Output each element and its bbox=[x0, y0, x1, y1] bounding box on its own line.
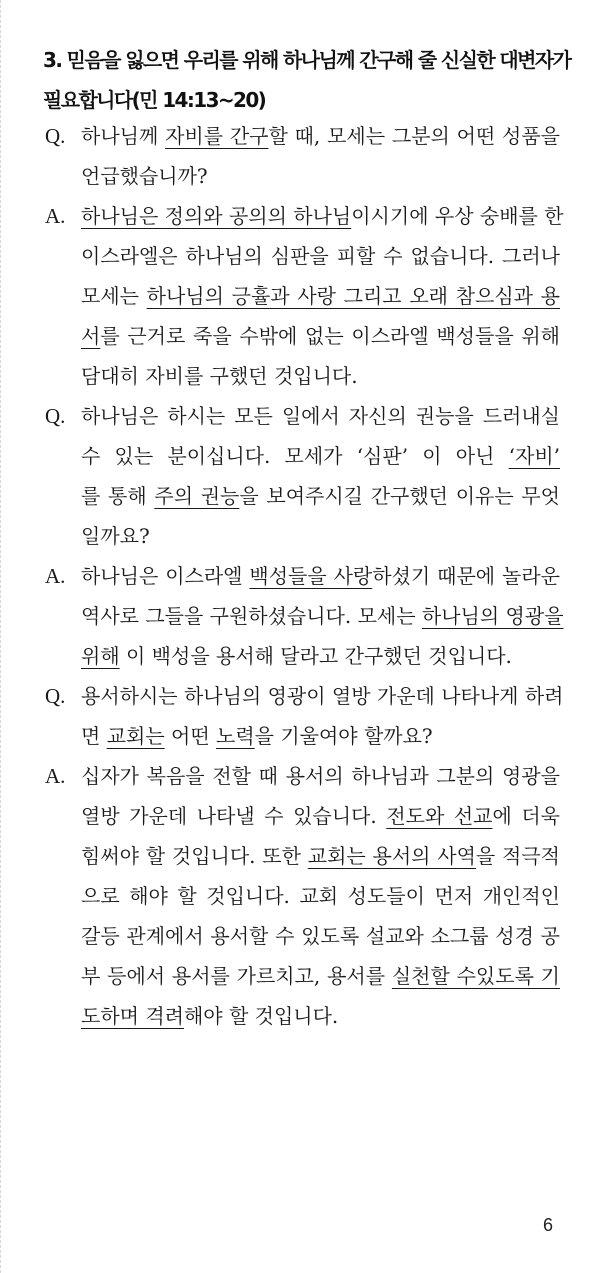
heading-line-2: 필요합니다(민 14:13~20) bbox=[43, 88, 266, 112]
text-line bbox=[81, 796, 560, 836]
text-line bbox=[81, 476, 560, 516]
text-segment: 열방 가운데 나타낼 수 있습니다. bbox=[81, 804, 387, 828]
text-segment: 할 때, 모세는 그분의 어떤 성품을 bbox=[268, 124, 560, 148]
qa-marker: A. bbox=[45, 564, 66, 588]
underlined-text: 하나님의 긍휼과 사랑 그리고 오래 참으심과 용 bbox=[146, 284, 560, 308]
underlined-text: 하나님의 영광을 bbox=[421, 604, 564, 628]
text-segment: 십자가 복음을 전할 때 용서의 하나님과 그분의 영광을 bbox=[81, 764, 560, 788]
underlined-text: ‘자비’ bbox=[508, 444, 560, 468]
text-segment: 하셨기 때문에 놀라운 bbox=[372, 564, 560, 588]
text-segment: 하나님은 이스라엘 bbox=[81, 564, 250, 588]
underlined-text: 교회는 용서의 사역 bbox=[307, 844, 476, 868]
page-number: 6 bbox=[542, 1215, 553, 1235]
text-segment: 부 등에서 용서를 가르치고, 용서를 bbox=[81, 964, 392, 988]
underlined-text: 서 bbox=[81, 324, 101, 348]
text-line bbox=[81, 876, 560, 916]
text-line bbox=[81, 916, 560, 956]
text-segment: 어떤 bbox=[164, 724, 217, 748]
qa-marker: A. bbox=[45, 204, 66, 228]
text-segment: 를 통해 bbox=[81, 484, 155, 508]
text-segment: 하나님은 하시는 모든 일에서 자신의 권능을 드러내실 bbox=[81, 404, 560, 428]
question-block bbox=[45, 116, 560, 196]
text-line bbox=[81, 156, 560, 196]
underlined-text: 실천할 수있도록 기 bbox=[391, 964, 561, 988]
underlined-text: 자비를 간구 bbox=[165, 124, 269, 148]
text-segment: 을 기울여야 할까요? bbox=[254, 724, 433, 748]
text-line bbox=[81, 596, 564, 636]
answer-block bbox=[45, 196, 564, 396]
text-segment: 을 보여주시길 간구했던 이유는 무엇 bbox=[239, 484, 560, 508]
answer-block bbox=[45, 556, 564, 676]
text-line bbox=[81, 996, 560, 1036]
question-block bbox=[45, 396, 560, 556]
text-segment: 힘써야 할 것입니다. 또한 bbox=[81, 844, 308, 868]
text-segment: 이시기에 우상 숭배를 한 bbox=[351, 204, 564, 228]
text-line bbox=[81, 556, 560, 596]
text-segment: 갈등 관계에서 용서할 수 있도록 설교와 소그룹 성경 공 bbox=[81, 924, 560, 948]
text-segment: 언급했습니까? bbox=[81, 164, 208, 188]
heading-line-1: 3. 믿음을 잃으면 우리를 위해 하나님께 간구해 줄 신실한 대변자가 bbox=[43, 48, 571, 72]
text-line bbox=[81, 236, 560, 276]
underlined-text: 도하며 격려 bbox=[81, 1004, 184, 1028]
underlined-text: 백성들을 사랑 bbox=[249, 564, 373, 588]
text-line bbox=[81, 636, 560, 676]
text-line bbox=[81, 116, 560, 156]
text-segment: 해야 할 것입니다. bbox=[183, 1004, 339, 1028]
text-line bbox=[81, 196, 564, 236]
text-line bbox=[81, 836, 560, 876]
text-segment: 를 근거로 죽을 수밖에 없는 이스라엘 백성들을 위해 bbox=[100, 324, 560, 348]
underlined-text: 교회는 bbox=[106, 724, 165, 748]
underlined-text: 위해 bbox=[81, 644, 120, 668]
text-segment: 담대히 자비를 구했던 것입니다. bbox=[81, 364, 358, 388]
text-line bbox=[81, 316, 560, 356]
underlined-text: 주의 권능 bbox=[154, 484, 240, 508]
underlined-text: 전도와 선교 bbox=[386, 804, 493, 828]
text-segment: 이스라엘은 하나님의 심판을 피할 수 없습니다. 그러나 bbox=[81, 244, 560, 268]
text-segment: 일까요? bbox=[81, 524, 150, 548]
text-segment: 면 bbox=[81, 724, 107, 748]
text-segment: 모세는 bbox=[81, 284, 147, 308]
qa-marker: A. bbox=[45, 764, 66, 788]
text-segment: 용서하시는 하나님의 영광이 열방 가운데 나타나게 하려 bbox=[81, 684, 564, 708]
text-line bbox=[81, 956, 560, 996]
text-line bbox=[81, 716, 560, 756]
text-line bbox=[81, 276, 560, 316]
answer-block bbox=[45, 756, 560, 1036]
underlined-text: 노력 bbox=[216, 724, 255, 748]
underlined-text: 하나님은 정의와 공의의 하나님 bbox=[81, 204, 352, 228]
text-segment: 역사로 그들을 구원하셨습니다. 모세는 bbox=[81, 604, 422, 628]
text-line bbox=[81, 516, 560, 556]
section-heading bbox=[43, 40, 573, 120]
text-segment: 수 있는 분이십니다. 모세가 ‘심판’ 이 아닌 bbox=[81, 444, 509, 468]
qa-marker: Q. bbox=[45, 684, 66, 708]
text-line bbox=[81, 756, 560, 796]
text-segment: 을 적극적 bbox=[475, 844, 560, 868]
text-segment: 하나님께 bbox=[81, 124, 166, 148]
qa-marker: Q. bbox=[45, 404, 66, 428]
text-segment: 으로 해야 할 것입니다. 교회 성도들이 먼저 개인적인 bbox=[81, 884, 560, 908]
qa-body bbox=[45, 116, 564, 1036]
text-segment: 이 백성을 용서해 달라고 간구했던 것입니다. bbox=[119, 644, 512, 668]
text-line bbox=[81, 436, 560, 476]
text-line bbox=[81, 396, 560, 436]
text-line bbox=[81, 676, 564, 716]
qa-marker: Q. bbox=[45, 124, 66, 148]
text-line bbox=[81, 356, 560, 396]
text-segment: 에 더욱 bbox=[492, 804, 560, 828]
question-block bbox=[45, 676, 564, 756]
